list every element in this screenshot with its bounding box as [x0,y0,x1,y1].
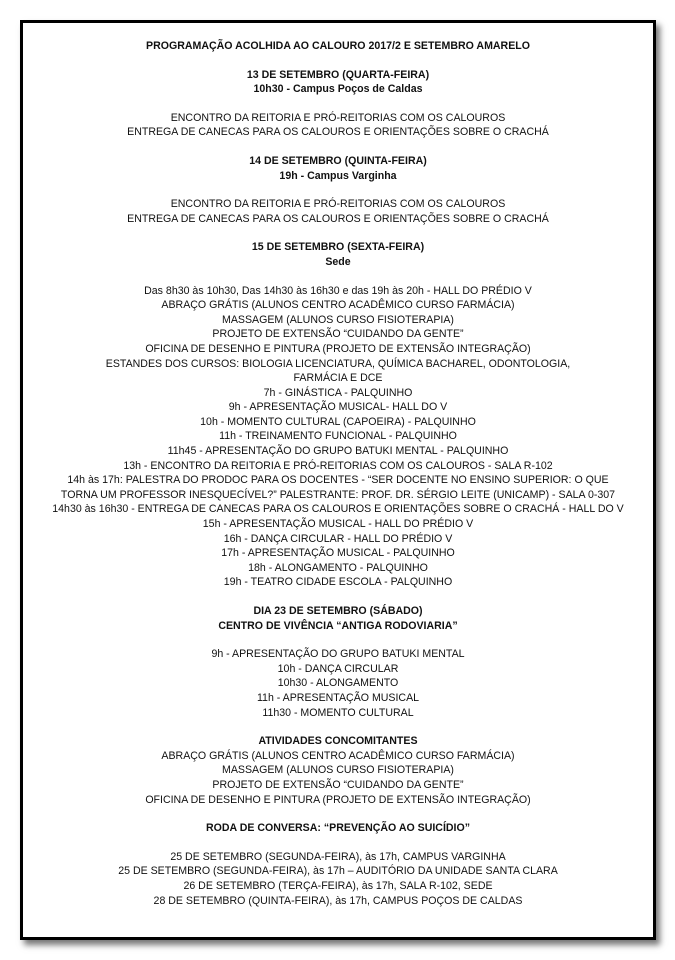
day15-date: 15 DE SETEMBRO (SEXTA-FEIRA) [251,241,425,254]
list-item: 18h - ALONGAMENTO - PALQUINHO [248,561,428,574]
day15-items [23,284,653,590]
roda-items [23,850,653,908]
list-item: 11h30 - MOMENTO CULTURAL [262,706,414,719]
list-item: Das 8h30 às 10h30, Das 14h30 às 16h30 e das 19h às 20h - HALL DO PRÉDIO V [144,284,532,297]
day23-place: CENTRO DE VIVÊNCIA “ANTIGA RODOVIARIA” [218,619,458,632]
list-item: 11h45 - APRESENTAÇÃO DO GRUPO BATUKI MENTAL - PALQUINHO [167,445,509,458]
day15-place: Sede [325,255,351,268]
roda-heading: RODA DE CONVERSA: “PREVENÇÃO AO SUICÍDIO” [205,822,471,835]
list-item: PROJETO DE EXTENSÃO “CUIDANDO DA GENTE” [212,328,464,341]
list-item: MASSAGEM (ALUNOS CURSO FISIOTERAPIA) [222,764,454,777]
list-item: 13h - ENCONTRO DA REITORIA E PRÓ-REITORIAS COM OS CALOUROS - SALA R-102 [123,459,553,472]
list-item: 15h - APRESENTAÇÃO MUSICAL - HALL DO PRÉDIO V [202,518,474,531]
list-item: ABRAÇO GRÁTIS (ALUNOS CENTRO ACADÊMICO CURSO FARMÁCIA) [161,749,515,762]
day23-date: DIA 23 DE SETEMBRO (SÁBADO) [253,605,423,617]
list-item: 16h - DANÇA CIRCULAR - HALL DO PRÉDIO V [223,532,453,545]
list-item: ENTREGA DE CANECAS PARA OS CALOUROS E ORIENTAÇÕES SOBRE O CRACHÁ [127,126,549,139]
day14-time-place: 19h - Campus Varginha [279,169,397,182]
list-item: ABRAÇO GRÁTIS (ALUNOS CENTRO ACADÊMICO CURSO FARMÁCIA) [161,299,515,312]
list-item: OFICINA DE DESENHO E PINTURA (PROJETO DE EXTENSÃO INTEGRAÇÃO) [145,342,531,355]
list-item: 10h - DANÇA CIRCULAR [277,662,399,675]
day13-time-place: 10h30 - Campus Poços de Caldas [253,83,423,96]
list-item: 25 DE SETEMBRO (SEGUNDA-FEIRA), às 17h, CAMPUS VARGINHA [170,850,506,863]
document-content [23,39,653,908]
list-item: 11h - TREINAMENTO FUNCIONAL - PALQUINHO [219,430,457,443]
list-item: 9h - APRESENTAÇÃO DO GRUPO BATUKI MENTAL [211,648,465,661]
day14-date: 14 DE SETEMBRO (QUINTA-FEIRA) [249,154,427,167]
day23-items [23,647,653,720]
day14-items [23,197,653,226]
concurrent-items [23,749,653,807]
list-item: 11h - APRESENTAÇÃO MUSICAL [256,691,420,704]
list-item: 14h30 às 16h30 - ENTREGA DE CANECAS PARA OS CALOUROS E ORIENTAÇÕES SOBRE O CRACHÁ - HALL DO V [52,503,624,516]
document-title: PROGRAMAÇÃO ACOLHIDA AO CALOURO 2017/2 E SETEMBRO AMARELO [146,40,530,52]
day13-items [23,111,653,140]
list-item: PROJETO DE EXTENSÃO “CUIDANDO DA GENTE” [212,778,464,791]
list-item: 25 DE SETEMBRO (SEGUNDA-FEIRA), às 17h – AUDITÓRIO DA UNIDADE SANTA CLARA [118,865,558,878]
list-item: 10h - MOMENTO CULTURAL (CAPOEIRA) - PALQUINHO [200,415,476,428]
list-item: 10h30 - ALONGAMENTO [277,677,399,690]
list-item: ESTANDES DOS CURSOS: BIOLOGIA LICENCIATURA, QUÍMICA BACHAREL, ODONTOLOGIA, [105,357,571,370]
day13-date: 13 DE SETEMBRO (QUARTA-FEIRA) [246,68,430,81]
document-frame [20,20,656,940]
list-item: 28 DE SETEMBRO (QUINTA-FEIRA), às 17h, CAMPUS POÇOS DE CALDAS [153,894,523,907]
list-item: 17h - APRESENTAÇÃO MUSICAL - PALQUINHO [221,547,455,560]
list-item: TORNA UM PROFESSOR INESQUECÍVEL?” PALESTRANTE: PROF. DR. SÉRGIO LEITE (UNICAMP) - SALA 0-307 [60,488,616,501]
list-item: 14h às 17h: PALESTRA DO PRODOC PARA OS DOCENTES - “SER DOCENTE NO ENSINO SUPERIOR: O QUE [67,474,609,487]
list-item: ENCONTRO DA REITORIA E PRÓ-REITORIAS COM OS CALOUROS [170,111,506,124]
list-item: OFICINA DE DESENHO E PINTURA (PROJETO DE EXTENSÃO INTEGRAÇÃO) [145,793,531,806]
list-item: 9h - APRESENTAÇÃO MUSICAL- HALL DO V [228,401,448,414]
list-item: ENCONTRO DA REITORIA E PRÓ-REITORIAS COM OS CALOUROS [170,198,506,211]
list-item: 7h - GINÁSTICA - PALQUINHO [263,386,413,399]
concurrent-heading: ATIVIDADES CONCOMITANTES [258,735,418,748]
list-item: ENTREGA DE CANECAS PARA OS CALOUROS E ORIENTAÇÕES SOBRE O CRACHÁ [127,212,549,225]
list-item: 26 DE SETEMBRO (TERÇA-FEIRA), às 17h, SALA R-102, SEDE [183,879,493,892]
list-item: FARMÁCIA E DCE [293,372,383,385]
list-item: 19h - TEATRO CIDADE ESCOLA - PALQUINHO [223,576,453,589]
list-item: MASSAGEM (ALUNOS CURSO FISIOTERAPIA) [222,313,454,326]
